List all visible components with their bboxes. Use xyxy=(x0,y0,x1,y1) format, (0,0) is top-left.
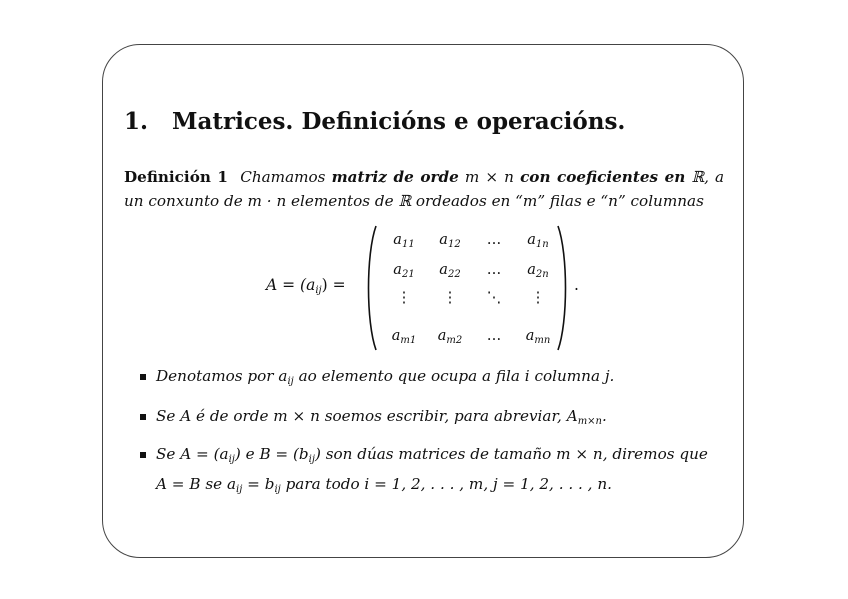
definition-text-a: Chamamos xyxy=(240,168,326,186)
left-paren xyxy=(364,224,378,352)
definition-bold-a: matriz de orde xyxy=(331,168,459,186)
matrix-cell: $a_{22}$ xyxy=(439,262,461,280)
definition-line-1 xyxy=(124,165,724,189)
definition-bold-b: con coeficientes en xyxy=(520,168,686,186)
list-item: Se $A = (a_{ij})$ e $B = (b_{ij})$ son dúas matrices de tamaño m × n, diremos que A = B se $a_{ij} = b_{ij}$ para todo i = 1, 2, . . . , m, j = 1, 2, . . . , n. xyxy=(138,442,728,502)
matrix-cell: … xyxy=(486,232,502,248)
matrix-cell: ⋮ xyxy=(442,290,458,306)
definition-math-a: m × n xyxy=(464,168,514,186)
matrix-cell: ⋮ xyxy=(396,290,412,306)
equation-lhs: $A = (a_{ij})$ = xyxy=(266,276,346,296)
matrix-cell: $a_{m2}$ xyxy=(437,328,463,346)
definition-line-2: un conxunto de m · n elementos de ℝ ordeados en “m” filas e “n” columnas xyxy=(124,192,704,210)
matrix-cell: ⋮ xyxy=(530,290,546,306)
matrix-cell: $a_{m1}$ xyxy=(391,328,417,346)
matrix xyxy=(382,224,572,352)
definition-block xyxy=(124,165,724,213)
matrix-cell: ⋱ xyxy=(486,290,502,306)
matrix-cell: $a_{21}$ xyxy=(393,262,415,280)
definition-label: Definición 1 xyxy=(124,168,229,186)
equation-period: . xyxy=(574,276,579,294)
right-paren xyxy=(556,224,570,352)
matrix-cell: $a_{mn}$ xyxy=(525,328,551,346)
matrix-cell: … xyxy=(486,262,502,278)
definition-math-b: ℝ, a xyxy=(691,168,725,186)
list-item: Se A é de orde m × n soemos escribir, para abreviar, $A_{m\times n}$. xyxy=(138,404,728,434)
section-number: 1. xyxy=(124,108,149,135)
matrix-cell: … xyxy=(486,328,502,344)
matrix-cell: $a_{2n}$ xyxy=(527,262,549,280)
section-heading xyxy=(124,108,625,135)
matrix-cell: $a_{12}$ xyxy=(439,232,461,250)
list-item: Denotamos por $a_{ij}$ ao elemento que ocupa a fila i columna j. xyxy=(138,364,728,394)
matrix-cell: $a_{11}$ xyxy=(393,232,415,250)
bullet-list xyxy=(138,364,728,502)
section-title: Matrices. Definicións e operacións. xyxy=(172,108,626,135)
matrix-cell: $a_{1n}$ xyxy=(527,232,549,250)
